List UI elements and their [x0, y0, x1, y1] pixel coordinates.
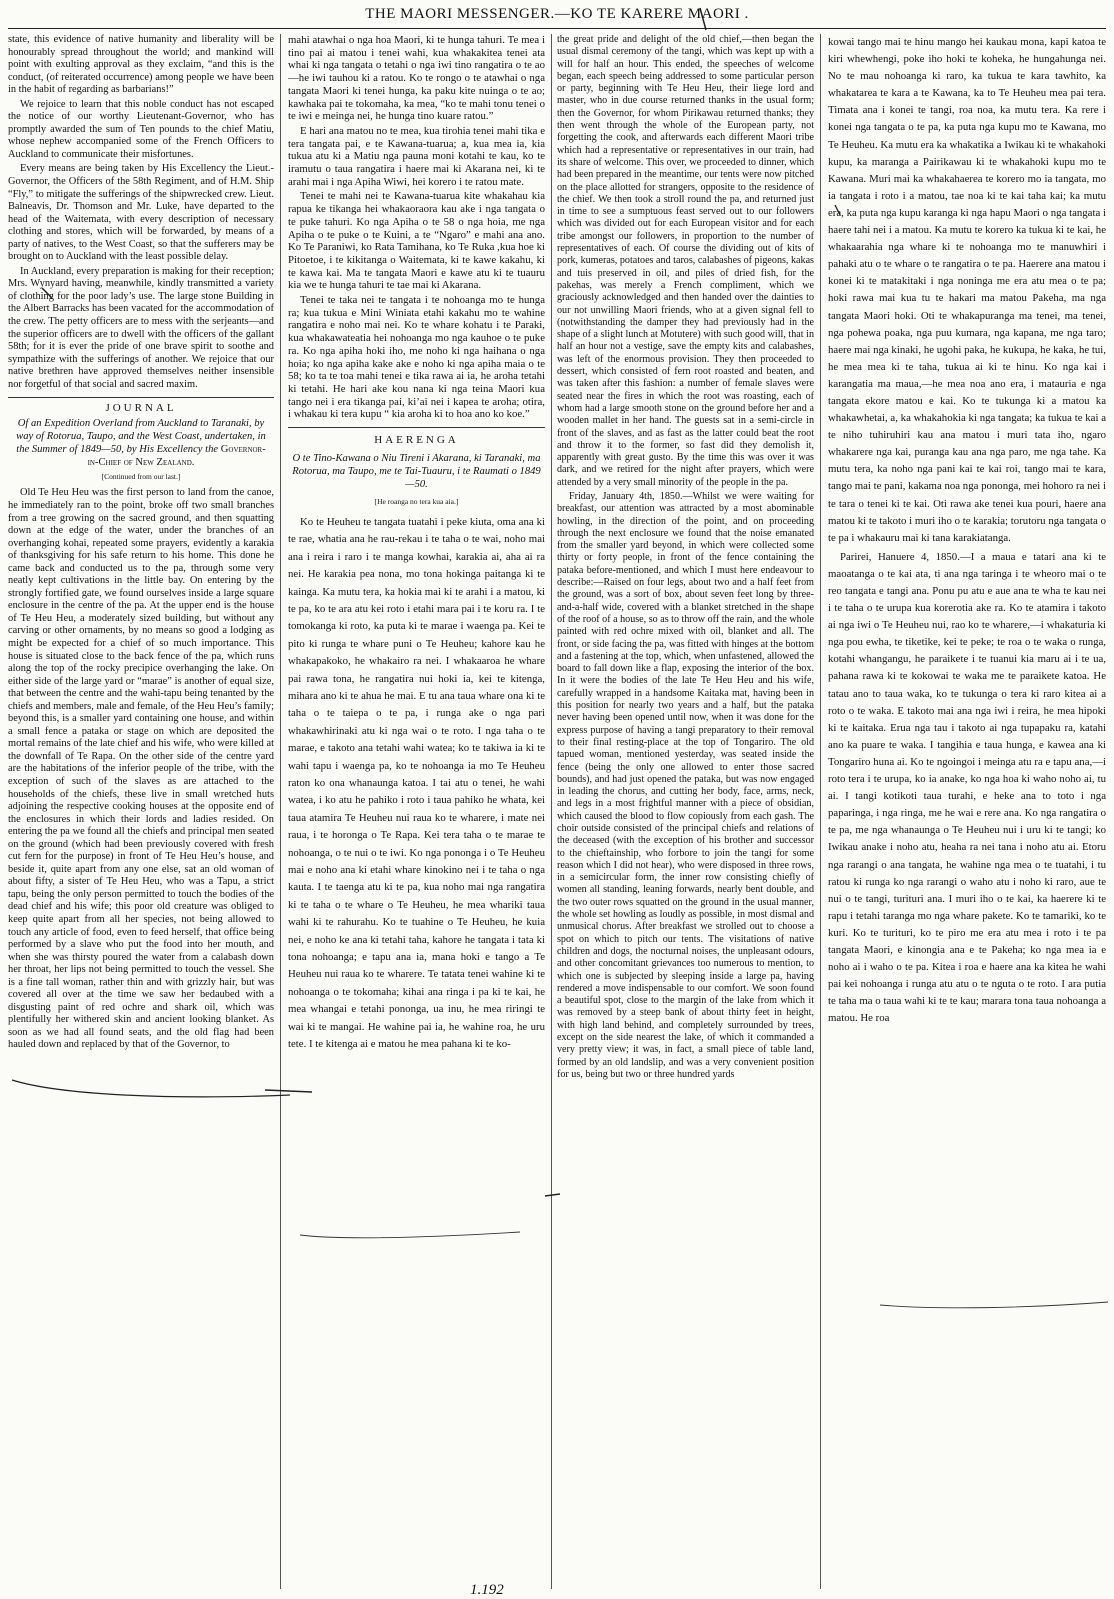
paragraph: Old Te Heu Heu was the first person to land from the canoe, he immediately ran to the point, broke off two small branches from a tree growing on the sacred ground, and then squatting down at the edge of the water, under the branches of an overhanging kohai, repeated some prayers, evidently a karakia of thanksgiving for his safe return to his home. This done he came back and conducted us to the pa, through some very neatly kept cultivations in the little bay. On entering by the strongly fortified gate, we found ourselves inside a large square enclosure in the centre of the pa. At the upper end is the house of Te Heu Heu, a moderately sized building, but without any carving or other ornaments, by no means so good a lodging as might be expected for a chief of so much importance. This house is situated close to the back fence of the pa, which runs along the top of the rocky precipice overhanging the lake. On either side of the large yard or “marae” is another of equal size, that between the centre and the wahi-tapu being tenanted by the chiefs and members, male and female, of the Heu Heu’s family; beyond this, is a smaller yard containing one house, and within a small fence a pataka or stage on which are deposited the mortal remains of the late chief and his wife, who were killed at the downfall of Te Rapa. On the other side of the centre yard are the habitations of the inferior people of the tribe, with the exception of such of the slaves as are attached to the households of the chiefs, these live in small wretched huts adjoining the respective cooking houses at the opposite end of the enclosures in which their lords and ladies resided. On entering the pa we found all the chiefs and principal men seated on the ground (which had been previously covered with fresh cut fern for the purpose) in front of Te Heu Heu’s house, and beside it, quite apart from any one else, sat an old woman of about fifty, a sister of Te Heu Heu, who was a Tapu, a strict tapu, being the only person permitted to touch the bodies of the dead chief and his wife; this poor old creature was obliged to keep quite apart from all her species, not being allowed to touch any article of food, even to feed herself, that office being performed by a slave who put the food into her mouth, and when she was thirsty poured the water from a calabash down her throat, her lips not being permitted to touch the vessel. She is a fine tall woman, rather thin and with grizzly hair, but was covered all over at the time we saw her bedaubed with a disgusting paint of red ochre and shark oil, which was plentifully her withered skin and ancient looking blanket. As soon as we had all found seats, and the old flag had been hauled down and replaced by that of the Governor, to [8, 487, 274, 1051]
paragraph: E hari ana matou no te mea, kua tirohia tenei mahi tika e tera tangata pai, e te Kawana-tuarua; a, kua mea ia, kia tukua atu ki a Matiu nga pauna moni kotahi te kau, ko te iramutu o taua rangatira i haere mai ki Akarana nei, ki te arahi mai i nga Apiha Wiwi, hei korero i te ratou mate. [288, 124, 545, 188]
paragraph: Tenei te mahi nei te Kawana-tuarua kite whakahau kia rapua ke tikanga hei whakaoraora kau ake i nga tangata o te puke tahuri. Ko nga Apiha o te 58 o nga hoia, me nga Apiha o te puke o te Kuini, a te “Ngaro” e mahi ana ano. Ko Te Paraniwi, ko Rata Tamihana, ko Te Ruka ,kua hoe ki Pitoetoe, i te kikitanga o Waitemata, ki te kawe kakahu, ki te kawa kai. Ma te tangata Maori e kawe atu ki te tuauru kia we te hunga tahuri te tae mai ki Akarana. [288, 190, 545, 292]
page-number: 1.192 [470, 1582, 504, 1598]
haerenga-subheading: O te Tino-Kawana o Niu Tireni i Akarana, ki Taranaki, ma Rotorua, ma Taupo, me te Tai-Tuauru, i te Raumati o 1849—50. [292, 452, 541, 490]
paragraph: kowai tango mai te hinu mango hei kaukau mona, kapi katoa te kiri whewhengi, poke iho hoki te koheka, he hungahunga nei. No te mau nohoanga ki raro, ka tukua te kara tawhito, ka whakatarea te kara a te Kawana, ka to Te Heuheu mea pai tera. Timata ana i konei te tangi, roa noa, ka mutu tera. Ka rere i konei nga tangata o te pa, ka puta nga kupu mo te Kawana, mo Te Heuheu. Ka mutu era ka whakatika a Iwikau ki te whakahoki kupu, ka maranga a Pairikawau ki te whakahoki kupu mo te Kawana. Muri mai ka whakahaerea te korero mo ia tangata, mo ia tangata i roto i a matou, tae noa ki te kai taha kai; ka mutu era, ka puta nga kupu karanga ki nga hapu Maori o nga tangata i haere tahi nei i a matou. Ka mutu te korero ka tukua ki te kai, he whakaarahia nga whare ki te nohoanga mo te manuwhiri i pahaki atu o te whare o te rangatira o te pa. Haerere ana matou i konei ki te matakitaki i nga noninga me era atu mea o te pa; hoki rawa mai kua tu te hakari ma matou Pakeha, ma nga tangata Maori hoki. Oti te whakapuranga ma tenei, ma tenei, nga pohewa poaka, nga puu kumara, nga kapana, me nga taro; haere mai nga kinaki, he ugohi paka, he kukupa, he kaka, he tui, he mea mea ki te taha, tukua ai ki te hinu. Ko nga kai i karangatia ma maua,—he mea noa ano era, i matauria e nga tangata ekore matou e kai. Ko te tukunga ki a matou ka whakawhetai, a, ka whakahokia ki nga tangata; ka tukua te kai a te niho tuhiruhiri kau ana matou i muri tata iho, ngaro whakarere nga kai, puranga kau ana nga paro, me nga tahe. Ka mutu tera, ka noho nga pani kai te kai roi, tango mai te kara, tango mai te pani, kakama noa nga pononga, mei hohoro ra nei i te tara o tenei ki te kai. Oti rawa ake tenei kua pouri, haere ana matou ki te takoto i muri iho o te karakia; torutoru nga tangata o te pa i whakauru mai ki tana karakiatanga. [828, 36, 1106, 544]
paragraph: Tenei te taka nei te tangata i te nohoanga mo te hunga ra; kua tukua e Mini Winiata etahi kakahu mo te wahine rangatira e noho mai nei. Ko te whare kohatu i te Paraki, kua whakawateatia hei nohoanga mo nga kauhoe o te puke ra. Ko nga apiha hoki iho, me noho ki nga haihana o nga hoia; ko nga apiha kake ake e noho ki nga apiha maia o te 58; ko ta te toa mahi tenei e tika rawa ai ia, he aroha tetahi ki tetahi. He hari ake kou nana ki nga teina Maori kua tango nei i era tikanga pai, ki’ai nei i kapea te aroha; otira, i whakau ki tera kupu “ kia aroha ki to hoa ano ko koe.” [288, 294, 545, 421]
journal-heading: JOURNAL [8, 397, 274, 415]
journal-subheading-text: Of an Expedition Overland from Auckland to Taranaki, by way of Rotorua, Taupo, and the West Coast, undertaken, in the Summer of 1849—50, by His Excellency the [16, 417, 266, 455]
paragraph: We rejoice to learn that this noble conduct has not escaped the notice of our worthy Lieutenant-Governor, who has promptly awarded the sum of Ten pounds to the chief Matiu, whose nephew accompanied some of the French Officers to Auckland to communicate their misfortunes. [8, 98, 274, 160]
continued-note: [He roanga no tera kua aia.] [374, 496, 459, 506]
journal-subheading-author: Governor-in-Chief of New Zealand. [87, 443, 266, 468]
paragraph: In Auckland, every preparation is making for their reception; Mrs. Wynyard having, meanwhile, kindly transmitted a variety of clothing for the poor lady’s use. The large stone Building in the Albert Barracks has been vacated for the accommodation of the crew. The petty officers are to mess with the serjeants—and the superior officers are to dwell with the officers of the gallant 58th; for it is ever the pride of one brave spirit to soothe and sympathize with the sufferings of another. We rejoice that our native brethren have approved themselves neither insensible nor forgetful of that social and sacred maxim. [8, 265, 274, 390]
paragraph: Friday, January 4th, 1850.—Whilst we were waiting for breakfast, our attention was attracted by a most abominable howling, in the direction of the point, and on proceeding through the next enclosure we found that the noise emanated from the smaller yard beyond, in which were collected some thirty or forty people, in front of the fence containing the pataka before-mentioned, and which I must here endeavour to describe:—Raised on four legs, about two and a half feet from the ground, was a sort of box, about seven feet long by three-and-a-half wide, covered with a blanket stretched in the shape of the roof of a house, so as to throw off the rain, and the whole painted with red ochre mixed with oil, blanket and all. The front, or side facing the pa, was fitted with hinges at the bottom and a fastening at the top, which, when unfastened, allowed the board to fall down like a flap, exposing the interior of the box. In it were the bodies of the late Te Heu Heu and his wife, carefully wrapped in a handsome Kaitaka mat, having been in this position for nearly two years and a half, but the pataka never having been opened until now, when it was done for the express purpose of having a tangi preparatory to their removal to their final resting-place at the top of Tongariro. The old tapued woman, mentioned yesterday, was seated inside the fence (being the only one allowed to enter those sacred bounds), and had just opened the pataka, but was now engaged in leading the chorus, and cutting her body, face, arms, neck, and legs in a most frightful manner with a piece of obsidian, which caused the blood to flow copiously from each gash. The choir outside consisted of the principal chiefs and relations of the deceased (with the exception of his brother and successor to the chieftainship, who forbore to join the tangi for some reason which I did not hear), who were disposed in three rows, in a semicircular form, the inner row consisting chiefly of women all standing, leaning forwards, nearly bent double, and the two outer rows squatted on the ground in the usual manner, the whole set howling as loudly as possible, in most dismal and unmusical chorus. After breakfast we strolled out to choose a spot on which to pitch our tents. The visitations of native children and dogs, the nocturnal noises, the unpleasant odours, and other concomitant grievances too numerous to mention, to which one is subjected by sleeping inside a large pa, having rendered a move indispensable to our comfort. We soon found a beautiful spot, close to the margin of the lake from which it was removed by a steep bank of about thirty feet in height, with high land behind, and completely surrounded by trees, except on the side nearest the lake, of which it commanded a very pretty view; it was, in fact, a small piece of table land, formed by an old landslip, and was a very convenient position for us, being but two or three hundred yards [557, 490, 814, 1080]
haerenga-heading: HAERENGA [288, 427, 545, 449]
continued-note: [Continued from our last.] [101, 471, 181, 481]
paragraph: Ko te Heuheu te tangata tuatahi i peke kiuta, oma ana ki te rae, whatia ana he rau-rekau i te taha o te wai, noho mai ana i reira i raro i te manga kowhai, karakia ai, aha ai ra nei. He karakia pea nona, mo tona hokinga paitanga ki te kainga. Ka mutu tera, ka hokia mai ki te arahi i a matou, ki te pa, ko te ara atu kei roto i etahi mara pai i te koru ra. I te tomokanga ki roto, ka puta ki te marae i waenga pa. Kei te pito ki runga te whare puni o Te Heuheu; kahore kau he whakapakoko, he whakairo ra nei. I whakaaroa he whare pai rawa tona, he rangatira nui hoki ia, kei te kitenga, mihara ano ki te ahua he mai. E tu ana taua whare ona ki te taha o te taiepa o te pa, i runga ake o nga pari whakawhirinaki atu ki nga wai o te roto. I nga taha o te marae, e takoto ana tetahi wahi watea; ko te takiwa ia ki te wahi tapu i waenga pa, ko te nohoanga ia mo Te Heuheu raton ko ona whanaunga katoa. I tai atu o tenei, he wahi watea, i ko atu he pahiko i roto i taua pahiko he whata, kei taua atamira Te Heuheu nui raua ko te wharere, i mate nei raua, i te horonga o Te Rapa. Kei tera taha o te marae te nohoanga, o te nui o te iwi. Ko nga pononga i o Te Heuheu mai e noho ana ki etahi whare kinokino nei i te taha o nga kauta. I te taenga atu ki te pa, kua noho mai nga rangatira ki te taha o te whare o Te Heuheu, he mea whariki taua wahi ki te rahurahu. Ko te tuahine o Te Heuheu, he kuia nei, e noho ke ana ki tetahi taha, kahore he tangata i tata ki tona nohoanga; e tapu ana ia, mana hoki e tango a Te Heuheu nui raua ko te wharere. Te tatata tenei wahine ki te nohoanga o te tokomaha; kihai ana ringa i pa ki te kai, he mea whangai e tetahi pononga, ua inu, he mea riringi te wai ki te mangai. He wahine pai ia, he wahine roa, he uru tete. I te kitenga ai e matou he mea pahana ki te ko- [288, 515, 545, 1051]
masthead: THE MAORI MESSENGER.—KO TE KARERE MAORI . [365, 6, 749, 22]
paragraph: Parirei, Hanuere 4, 1850.—I a maua e tatari ana ki te maoatanga o te kai ata, ti ana nga taringa i te wheoro mai o te reo tangata e tangi ana. Ponu pu atu e aue ana te wha te kau nei i te taha o te urupa kua korerotia ake ra. Ko te atamira i takoto ai nga iwi o Te Heuheu nui, rao ko te wharere,—i whakaturia ki nga pou ewha, te tiketike, kei te peke; te roa o te waka o runga, kotahi whangangu, he paraikete i te tuanui kia maru ai i te ua, pahana rawa ki te kokowai te waka me te paraikete katoa. He tatau ano to taua waka, ko te tukunga o tera ki raro kitea ai a roto o te waka. E takoto mai ana nga iwi i reira, he mea hipoki ki te kaitaka. Erua nga tau i takoto ai nga tupapaku ra, katahi ano ka puare te waka. I tangihia e taua hunga, e kawea ana ki Tongariro huna ai. Ko te ngoingoi i meinga atu ra e tapu ana,—i roto tera i te urupa, ko ia anake, ko nga hoa ki waho noho ai, tu ai. I tangi kotikoti taua turahi, e heke ana to toto i nga paparinga, i nga ringa, me he wai e rere ana. Ko nga rangatira o te pa, me nga whanaunga o Te Heuheu nui i uru ki te tangi; ko Iwikau anake i noho atu, heaha ra nei tana i noho atu ai. Etoru nga rarangi o ana tangata, he wahine nga mea o te tuatahi, i tu ratou ki runga ko nga rarangi o waho atu i noho ki raro, aue te nui o te tangi, turituri ana. I muri iho o te kai, ka haerere ki te rapu i tetahi taranga mo nga whare pakete. Ko te tamariki, ko te kuri. Ko te turituri, ko te piro me era atu mea i roto i te pa tangata Maori, e kinongia ana e te Pakeha; ko nga mea ia e noho ai i waho o te pa. Kitea i roa e haere ana ka kitea he wahi pai kei nohoanga i runga atu atu o te nguta o te roto. I ara putia te taha ma o taua wahi ki te te kau; marara tona taua nohoanga a matou. He roa [828, 550, 1106, 1025]
paragraph: state, this evidence of native humanity and liberality will be honourably spread throughout the world; and mankind will point with exulting approval as they exclaim, “and this is the conduct, (of reiterated occurrence) among people we have been in the habit of regarding as barbarians!” [8, 34, 274, 96]
paragraph: mahi atawhai o nga hoa Maori, ki te hunga tahuri. Te mea i tino pai ai matou i tenei wahi, kua whakakitea tenei ata whai ki nga tangata o tetahi o nga iwi tino rangatira o te ao—he iwi tauhou ki a ratou. Ko te rongo o te atawhai o nga tangata Maori ki tenei hunga, ka paku kite nuinga o te ao; kawhaka pai te tokomaha, ka mea, “ko te mahi tonu tenei o te iwi e meinga nei, he hunga tino kuare ratou.” [288, 34, 545, 123]
paragraph: Every means are being taken by His Excellency the Lieut.-Governor, the Officers of the 58th Regiment, and of H.M. Ship “Fly,” to mitigate the sufferings of the shipwrecked crew. Lieut. Balneavis, Dr. Thomson and Mr. Luke, have departed to the head of the Waitemata, with every description of necessary clothing and stores, which will be forwarded, by means of a party of natives, to the West Coast, so that the sufferers may be brought on to Auckland with the least possible delay. [8, 163, 274, 263]
paragraph: the great pride and delight of the old chief,—then began the usual dismal ceremony of the tangi, which was kept up with a will for half an hour. This ended, the speeches of welcome began, each speech being addressed to some particular person or party, beginning with Te Heu Heu, their liege lord and master, who in due course returned thanks in the usual form; then the Governor, for whom Pirikawau returned thanks; they then went through the whole of the European party, not forgetting the cook, and afterwards each different Maori tribe which had a representative or representatives in our train, had its share of welcome. This over, we proceeded to dinner, which had been prepared in the meantime, our tents were now pitched on the place allotted for strangers, opposite to the residence of the chief. We then took a stroll round the pa, and returned just in time to see a sumptuous feast served out to our followers which was divided out for each European visitor and for each tribe amongst our followers, in proportion to the number of representatives of each. Of course the dividing out of kits of pork, kumeras, potatoes and taros, calabashes of pigeons, kakas and tuis preserved in oil, and piles of dried fish, for the pakehas, was merely a French compliment, which we graciously acknowledged and then handed over the dainties to our not unwilling Maori friends, who at a given signal fell to (notwithstanding the damper they had previously had in the shape of a slight lunch at Motutere) with such good will, that in half an hour not a vestige, save the empty kits and calabashes, was left of the enormous provision. They then proceeded to dessert, which consisted of fern root roasted and beaten, and was taken after this fashion: a number of female slaves were seated near the fires in which the root was roasting, each of whom had a large smooth stone on the ground before her and a wooden mallet in her hand. The guests sat in a semi-circle in front of the slaves, and as fast as the latter could beat the root and throw it to the former, so fast did they demolish it, apparently with great gusto. By the time this was over it was dark, and we retired for the night after prayers, which were attended by a very small minority of the people in the pa. [557, 34, 814, 488]
